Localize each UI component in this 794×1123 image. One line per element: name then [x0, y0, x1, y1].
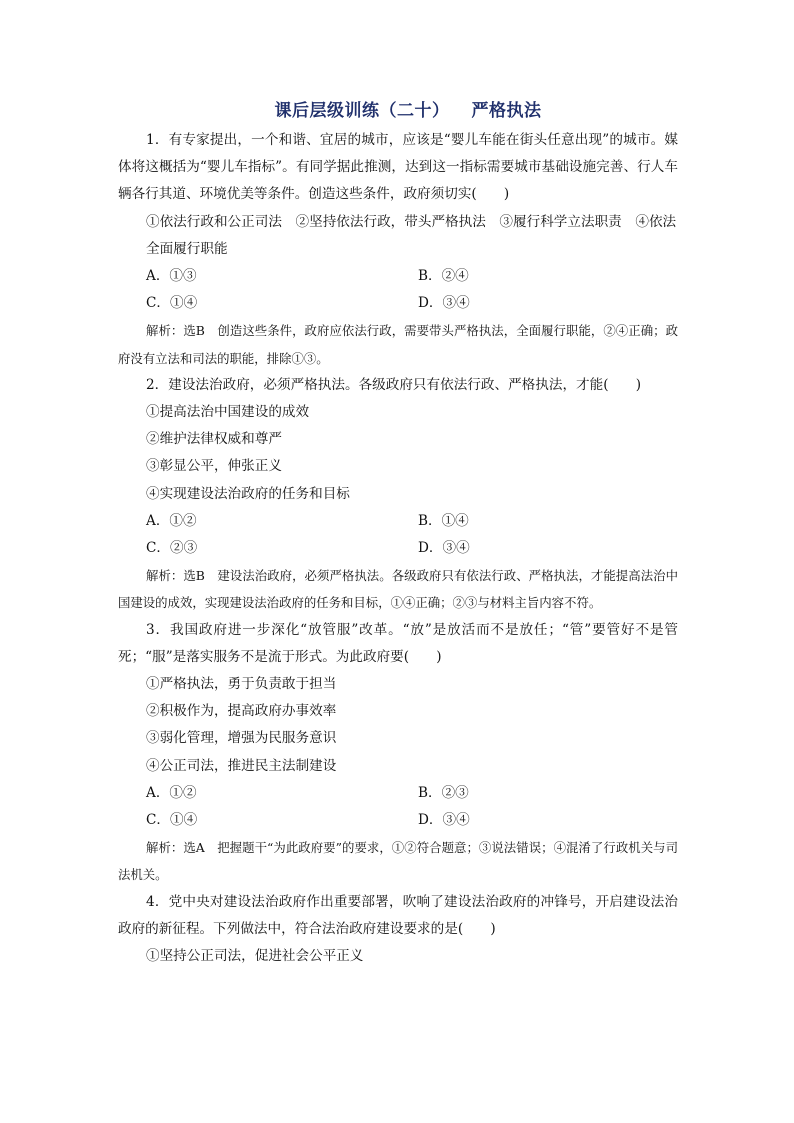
explanation: 解析：选B 创造这些条件，政府应依法行政，需要带头严格执法，全面履行职能，②④正确；政府没有立法和司法的职能，排除①③。: [118, 323, 678, 366]
answer-options: [118, 263, 678, 317]
question-2: [118, 372, 678, 617]
statement-item: ④实现建设法治政府的任务和目标: [146, 485, 350, 502]
explanation: 解析：选A 把握题干“为此政府要”的要求，①②符合题意；③说法错误；④混淆了行政机关与司法机关。: [118, 840, 678, 883]
statement-item: ①提高法治中国建设的成效: [146, 404, 310, 421]
document-page: [118, 100, 678, 970]
option-a: A．①②: [146, 512, 197, 529]
statement-item: ②积极作为，提高政府办事效率: [146, 703, 337, 720]
option-d: D．③④: [418, 540, 470, 557]
option-b: B．①④: [418, 512, 469, 529]
statement-item: ②维护法律权威和尊严: [146, 431, 282, 448]
statement-item: ④公正司法，推进民主法制建设: [146, 757, 337, 774]
title-main: 课后层级训练（二十）: [274, 101, 450, 121]
question-3: [118, 617, 678, 889]
question-1: [118, 127, 678, 372]
statement-item: ①严格执法，勇于负责敢于担当: [146, 676, 337, 693]
option-b: B．②④: [418, 268, 469, 285]
answer-options: [118, 780, 678, 834]
statement-item: ③彰显公平，伸张正义: [146, 458, 282, 475]
option-d: D．③④: [418, 295, 470, 312]
question-stem: 2．建设法治政府，必须严格执法。各级政府只有依法行政、严格执法，才能( ): [146, 376, 642, 393]
statement-item: ①依法行政和公正司法 ②坚持依法行政，带头严格执法 ③履行科学立法职责 ④依法全面履行职能: [146, 213, 677, 257]
question-4: [118, 889, 678, 971]
option-c: C．①④: [146, 295, 198, 312]
explanation: 解析：选B 建设法治政府，必须严格执法。各级政府只有依法行政、严格执法，才能提高法治中国建设的成效，实现建设法治政府的任务和目标，①④正确；②③与材料主旨内容不符。: [118, 568, 678, 611]
page-title: [138, 100, 678, 122]
option-a: A．①③: [146, 268, 197, 285]
answer-options: [118, 508, 678, 562]
option-a: A．①②: [146, 784, 197, 801]
option-b: B．②③: [418, 784, 469, 801]
statement-item: ①坚持公正司法，促进社会公平正义: [146, 948, 364, 965]
question-stem: 1．有专家提出，一个和谐、宜居的城市，应该是“婴儿车能在街头任意出现”的城市。媒体将这概括为“婴儿车指标”。有同学据此推测，达到这一指标需要城市基础设施完善、行人车辆各行其道、环境优美等条件。创造这些条件，政府须切实( ): [118, 132, 678, 203]
title-sub: 严格执法: [471, 101, 542, 121]
option-c: C．①④: [146, 812, 198, 829]
option-c: C．②③: [146, 540, 198, 557]
statement-item: ③弱化管理，增强为民服务意识: [146, 730, 337, 747]
option-d: D．③④: [418, 812, 470, 829]
question-stem: 4．党中央对建设法治政府作出重要部署，吹响了建设法治政府的冲锋号，开启建设法治政府的新征程。下列做法中，符合法治政府建设要求的是( ): [118, 893, 678, 937]
question-stem: 3．我国政府进一步深化“放管服”改革。“放”是放活而不是放任；“管”要管好不是管死；“服”是落实服务不是流于形式。为此政府要( ): [118, 621, 678, 665]
